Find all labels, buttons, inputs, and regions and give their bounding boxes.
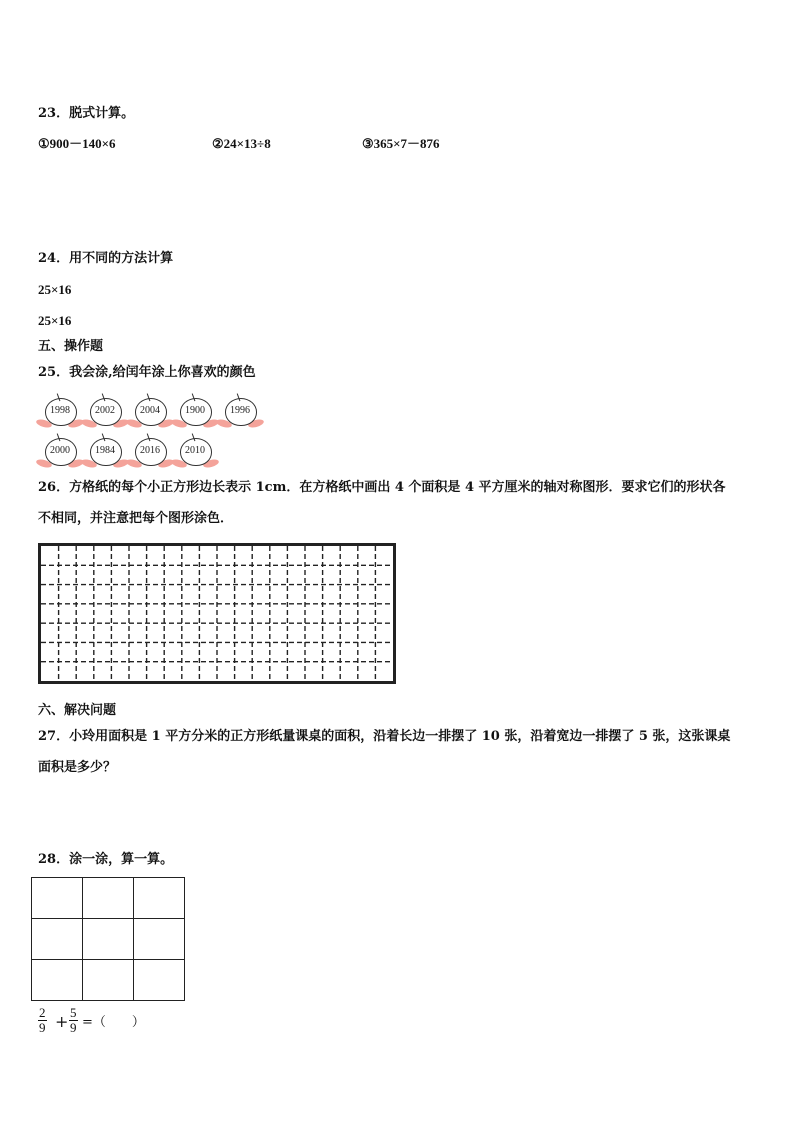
peach-year-label: 2010 — [185, 445, 205, 456]
q23-title: 23．脱式计算。 — [38, 106, 135, 121]
q26-line-2: 不相同，并注意把每个图形涂色． — [38, 511, 234, 526]
peach-year-label: 1998 — [50, 405, 70, 416]
q23-item-2: ②24×13÷8 — [212, 136, 271, 151]
fraction-2 — [69, 1006, 78, 1035]
peach-year-2016[interactable] — [132, 433, 168, 467]
fraction-2-denominator: 9 — [70, 1020, 77, 1035]
section-5-heading: 五、操作题 — [38, 339, 104, 354]
grid-cell[interactable] — [32, 919, 83, 960]
q24-line-2: 25×16 — [38, 313, 72, 328]
peach-year-label: 1996 — [230, 405, 250, 416]
q24-title: 24．用不同的方法计算 — [38, 251, 174, 266]
fraction-1-numerator: 2 — [39, 1005, 46, 1020]
peach-year-2004[interactable] — [132, 393, 168, 427]
q25-title: 25．我会涂,给闰年涂上你喜欢的颜色 — [38, 365, 256, 380]
grid-cell[interactable] — [83, 960, 134, 1001]
q27-line-2: 面积是多少？ — [38, 760, 117, 775]
grid-cell[interactable] — [83, 919, 134, 960]
plus-sign: + — [55, 1012, 69, 1031]
q23-item-3: ③365×7－876 — [362, 136, 440, 151]
peach-year-2010[interactable] — [177, 433, 213, 467]
peach-year-label: 1984 — [95, 445, 115, 456]
fraction-2-numerator: 5 — [70, 1005, 77, 1020]
fraction-1 — [38, 1006, 47, 1035]
peach-year-1996[interactable] — [222, 393, 258, 427]
q26-line-1: 26．方格纸的每个小正方形边长表示 1cm．在方格纸中画出 4 个面积是 4 平方厘米的轴对称图形．要求它们的形状各 — [38, 480, 726, 495]
peach-year-label: 2016 — [140, 445, 160, 456]
q28-title: 28．涂一涂，算一算。 — [38, 852, 174, 867]
q27-line-1: 27．小玲用面积是 1 平方分米的正方形纸量课桌的面积，沿着长边一排摆了 10 张，沿着宽边一排摆了 5 张，这张课桌 — [38, 729, 731, 744]
coloring-grid-3x3[interactable] — [31, 877, 185, 1001]
grid-cell[interactable] — [32, 878, 83, 919]
grid-cell[interactable] — [134, 919, 185, 960]
answer-blank[interactable]: =（ ） — [82, 1015, 145, 1030]
peach-year-2000[interactable] — [42, 433, 78, 467]
peach-year-2002[interactable] — [87, 393, 123, 427]
peach-year-label: 1900 — [185, 405, 205, 416]
peach-year-label: 2000 — [50, 445, 70, 456]
peach-year-1984[interactable] — [87, 433, 123, 467]
grid-cell[interactable] — [83, 878, 134, 919]
grid-cell[interactable] — [134, 960, 185, 1001]
peach-year-1900[interactable] — [177, 393, 213, 427]
peach-year-1998[interactable] — [42, 393, 78, 427]
grid-lines — [41, 546, 393, 681]
grid-paper[interactable] — [38, 543, 396, 684]
q23-item-1: ①900－140×6 — [38, 136, 116, 151]
grid-cell[interactable] — [32, 960, 83, 1001]
section-6-heading: 六、解决问题 — [38, 703, 117, 718]
fraction-1-denominator: 9 — [39, 1020, 46, 1035]
peach-year-label: 2002 — [95, 405, 115, 416]
grid-cell[interactable] — [134, 878, 185, 919]
peach-year-label: 2004 — [140, 405, 160, 416]
q24-line-1: 25×16 — [38, 282, 72, 297]
